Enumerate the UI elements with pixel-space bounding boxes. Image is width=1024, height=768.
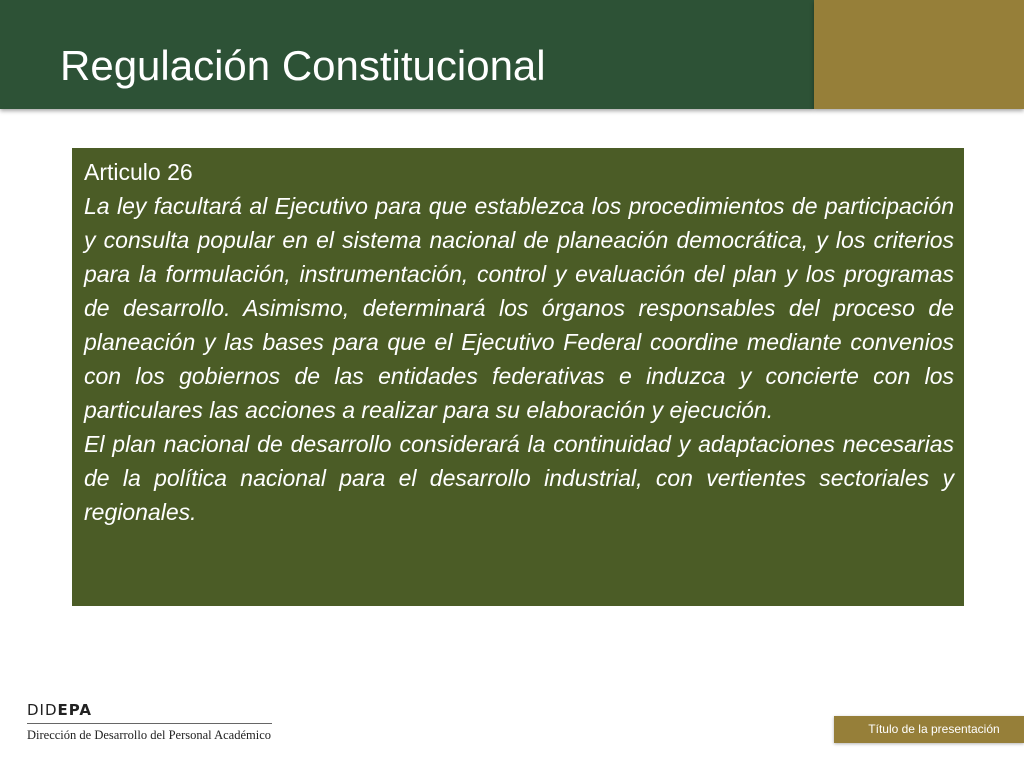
logo-suffix: EPA (57, 701, 93, 719)
header-accent-block (814, 0, 1024, 109)
article-body-continued: El plan nacional de desarrollo considerará la continuidad y adaptaciones necesarias de la política nacional para el desarrollo industrial, con vertientes sectoriales y regionales. (84, 431, 954, 525)
article-body: La ley facultará al Ejecutivo para que establezca los procedimientos de participación y consulta popular en el sistema nacional de planeación democrática, y los criterios para la formulación, instrumentación, control y evaluación del plan y los programas de desarrollo. Asimismo, determinará los órganos responsables del proceso de planeación y las bases para que el Ejecutivo Federal coordine mediante convenios con los gobiernos de las entidades federativas e induzca y concierte con los particulares las acciones a realizar para su elaboración y ejecución. (84, 193, 954, 423)
presentation-title-badge: Título de la presentación (834, 716, 1024, 743)
logo-prefix: DID (27, 701, 58, 719)
slide-title: Regulación Constitucional (60, 42, 546, 89)
didepa-logo (27, 700, 272, 743)
logo-wordmark (27, 700, 272, 724)
article-heading: Articulo 26 (84, 159, 193, 185)
article-text-box (72, 148, 964, 606)
logo-subtitle: Dirección de Desarrollo del Personal Académico (27, 728, 272, 742)
header-band (0, 0, 814, 109)
